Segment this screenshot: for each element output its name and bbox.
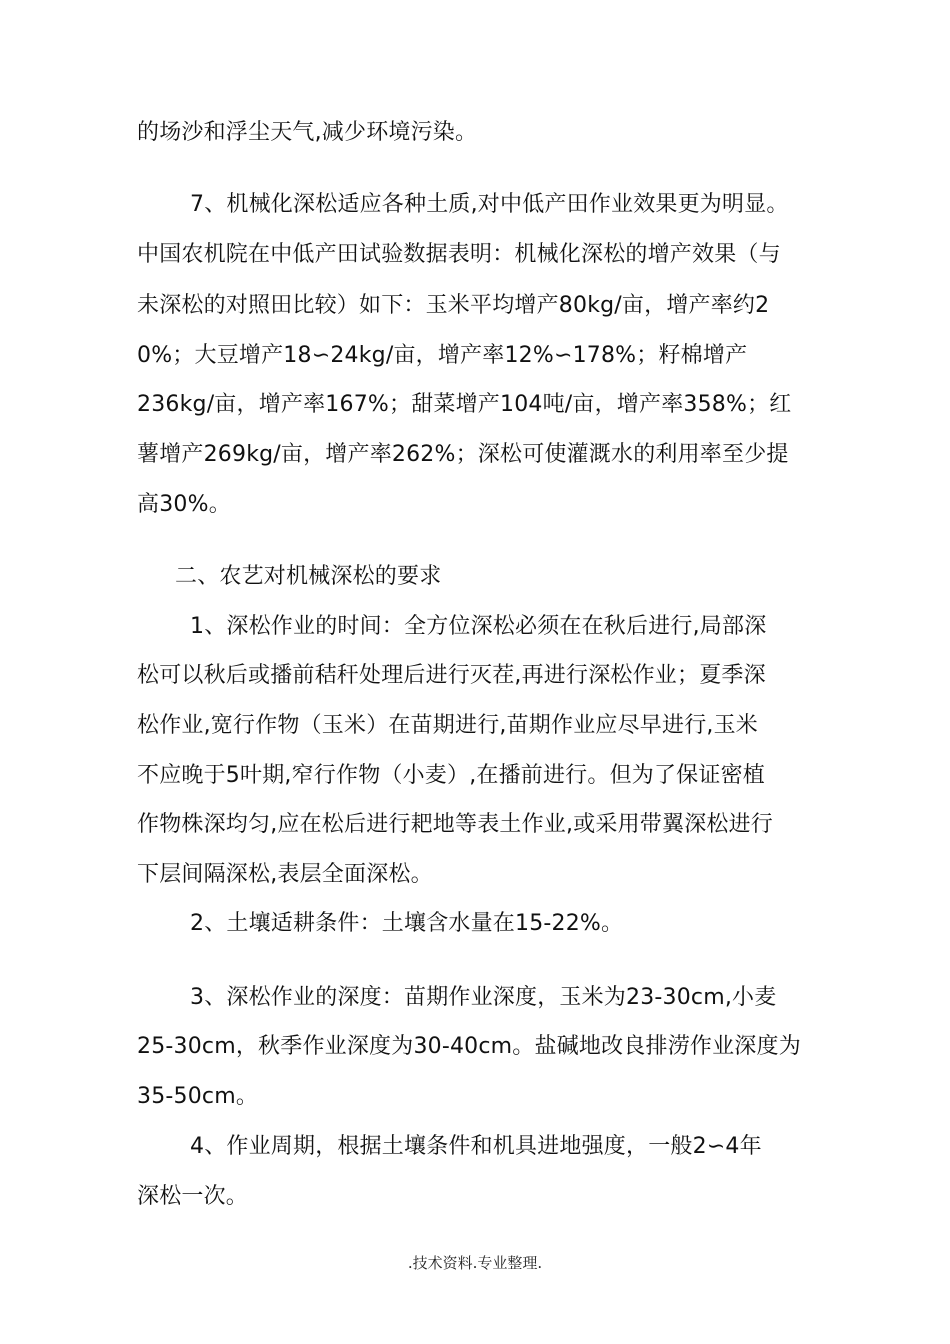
- paragraph-7-line: 薯增产269kg/亩，增产率262%；深松可使灌溉水的利用率至少提: [137, 442, 789, 467]
- paragraph-3-line: 3、深松作业的深度：苗期作业深度，玉米为23-30cm,小麦: [190, 985, 777, 1010]
- paragraph-7-line: 高30%。: [137, 492, 231, 517]
- paragraph-1-line: 下层间隔深松,表层全面深松。: [137, 862, 433, 887]
- paragraph-4-line: 4、作业周期，根据土壤条件和机具进地强度，一般2∽4年: [190, 1134, 762, 1159]
- section-heading: 二、农艺对机械深松的要求: [175, 564, 442, 589]
- paragraph-7-line: 0%；大豆增产18∽24kg/亩，增产率12%∽178%；籽棉增产: [137, 343, 748, 368]
- paragraph-3-line: 25-30cm，秋季作业深度为30-40cm。盐碱地改良排涝作业深度为: [137, 1034, 801, 1059]
- paragraph-1-line: 1、深松作业的时间：全方位深松必须在在秋后进行,局部深: [190, 614, 767, 639]
- page-footer: .技术资料.专业整理.: [407, 1254, 543, 1272]
- paragraph-1-line: 不应晚于5叶期,窄行作物（小麦）,在播前进行。但为了保证密植: [137, 763, 765, 788]
- paragraph-7-line: 236kg/亩，增产率167%；甜菜增产104吨/亩，增产率358%；红: [137, 392, 792, 417]
- paragraph-7-line: 中国农机院在中低产田试验数据表明：机械化深松的增产效果（与: [137, 242, 781, 267]
- paragraph-3-line: 35-50cm。: [137, 1084, 259, 1109]
- paragraph-2-line: 2、土壤适耕条件：土壤含水量在15-22%。: [190, 911, 624, 936]
- paragraph-4-line: 深松一次。: [137, 1184, 249, 1209]
- paragraph-7-line: 7、机械化深松适应各种土质,对中低产田作业效果更为明显。: [190, 192, 789, 217]
- paragraph-1-line: 作物株深均匀,应在松后进行耙地等表土作业,或采用带翼深松进行: [137, 812, 773, 837]
- paragraph-7-line: 未深松的对照田比较）如下：玉米平均增产80kg/亩，增产率约2: [137, 293, 770, 318]
- text-line: 的场沙和浮尘天气,减少环境污染。: [137, 120, 478, 145]
- paragraph-1-line: 松可以秋后或播前秸秆处理后进行灭茬,再进行深松作业；夏季深: [137, 663, 766, 688]
- paragraph-1-line: 松作业,宽行作物（玉米）在苗期进行,苗期作业应尽早进行,玉米: [137, 713, 758, 738]
